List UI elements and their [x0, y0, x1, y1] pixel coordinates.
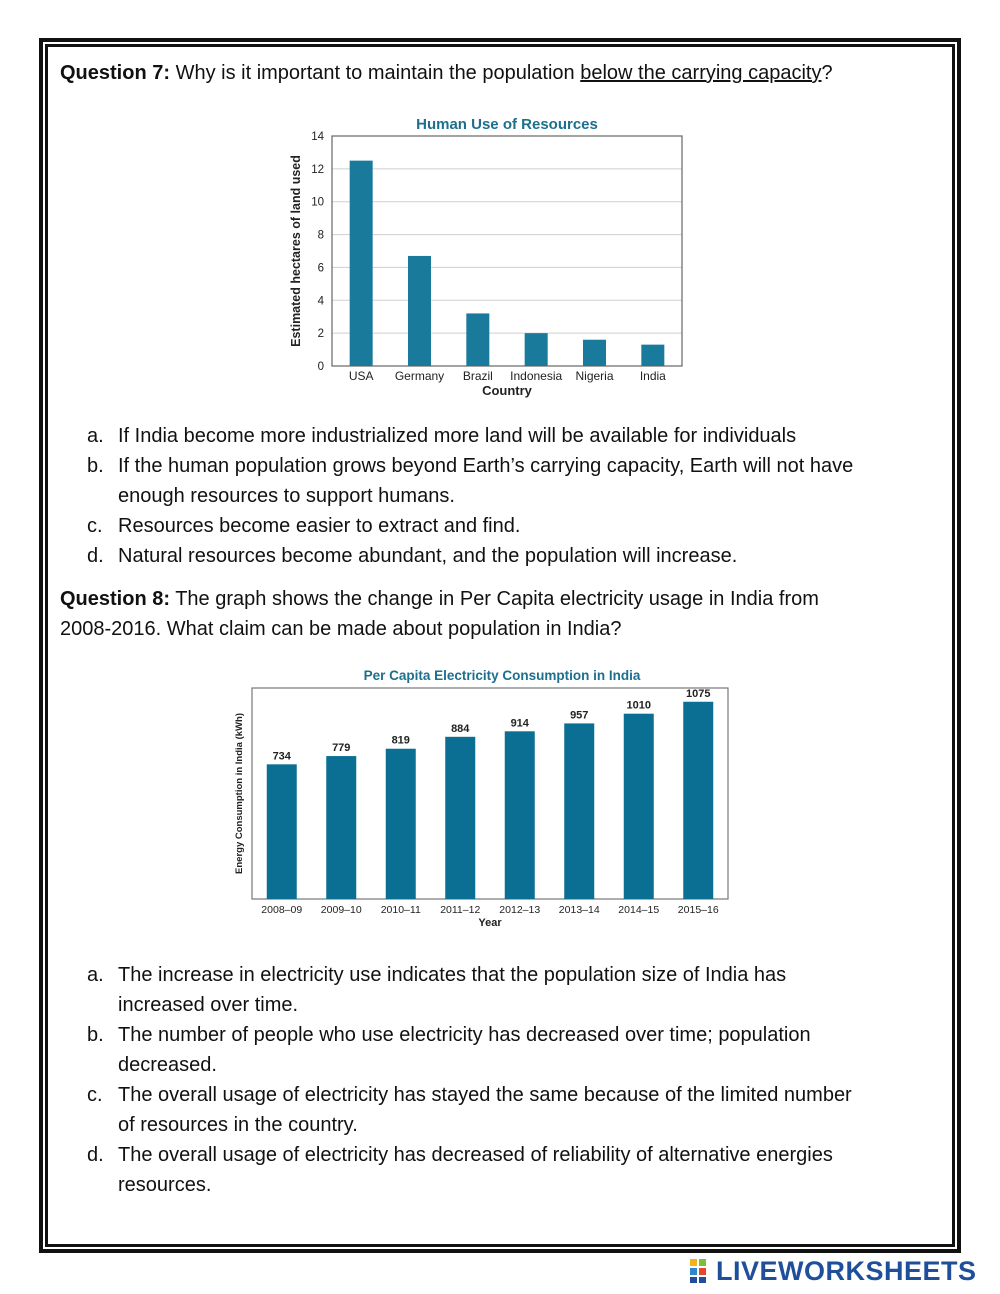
- bar: [683, 702, 713, 899]
- x-axis-label: Year: [478, 917, 502, 929]
- option-text: The overall usage of electricity has stayed the same because of the limited number: [118, 1084, 852, 1106]
- bar: [350, 161, 373, 366]
- option-letter: d.: [87, 545, 104, 567]
- x-tick-label: 2008–09: [261, 904, 303, 916]
- bar: [386, 749, 416, 899]
- x-tick-label: 2010–11: [380, 904, 421, 916]
- option-text: The overall usage of electricity has decreased of reliability of alternative energies: [118, 1144, 833, 1166]
- option-letter: b.: [87, 1024, 104, 1046]
- x-tick-label: India: [639, 369, 666, 383]
- question-7-underlined: below the carrying capacity: [580, 62, 822, 84]
- chart-title: Per Capita Electricity Consumption in India: [363, 668, 641, 683]
- answer-option: [60, 421, 940, 451]
- option-letter: a.: [87, 964, 104, 986]
- y-tick-label: 14: [311, 131, 324, 143]
- bar: [326, 756, 356, 899]
- x-tick-label: 2009–10: [320, 904, 362, 916]
- question-7-label: Question 7:: [60, 62, 171, 84]
- option-text: decreased.: [118, 1054, 217, 1076]
- question-7-options: [60, 421, 940, 571]
- bar: [624, 714, 654, 899]
- bar: [505, 731, 535, 899]
- bar: [466, 313, 489, 366]
- option-letter: a.: [87, 425, 104, 447]
- bar: [445, 737, 475, 899]
- question-8-prompt: [60, 584, 940, 644]
- y-tick-label: 4: [317, 295, 324, 308]
- x-tick-label: 2012–13: [499, 904, 541, 916]
- option-text: The number of people who use electricity has decreased over time; population: [118, 1024, 811, 1046]
- bar: [267, 764, 297, 899]
- bar-value-label: 957: [570, 709, 589, 722]
- option-text: Resources become easier to extract and find.: [118, 515, 521, 537]
- option-text: increased over time.: [118, 994, 299, 1016]
- bar: [641, 345, 664, 366]
- question-7-text: Why is it important to maintain the population: [175, 62, 581, 84]
- logo-text: LIVEWORKSHEETS: [716, 1255, 977, 1286]
- answer-option: [60, 1080, 940, 1140]
- liveworksheets-logo: [690, 1254, 977, 1288]
- bar-value-label: 779: [332, 742, 351, 755]
- question-7-end: ?: [821, 62, 833, 84]
- y-tick-label: 10: [311, 196, 324, 209]
- bar: [408, 256, 431, 366]
- answer-option: [60, 511, 940, 541]
- bar-value-label: 819: [391, 734, 410, 747]
- y-tick-label: 2: [317, 328, 324, 341]
- logo-blocks-icon: [690, 1259, 716, 1283]
- bar-value-label: 1075: [686, 687, 711, 700]
- plot-frame: [332, 136, 682, 366]
- x-tick-label: Indonesia: [510, 369, 563, 383]
- x-tick-label: USA: [348, 369, 374, 383]
- human-use-chart: [280, 108, 700, 408]
- option-letter: d.: [87, 1144, 104, 1166]
- answer-option: [60, 960, 940, 1020]
- option-text: of resources in the country.: [118, 1114, 358, 1136]
- chart-title: Human Use of Resources: [416, 116, 598, 133]
- option-text: enough resources to support humans.: [118, 485, 455, 507]
- x-tick-label: Brazil: [462, 369, 493, 383]
- answer-option: [60, 451, 940, 511]
- x-tick-label: 2011–12: [440, 904, 481, 916]
- y-tick-label: 12: [311, 163, 324, 176]
- bar: [583, 340, 606, 366]
- y-tick-label: 6: [317, 262, 324, 275]
- answer-option: [60, 1020, 940, 1080]
- y-tick-label: 8: [317, 229, 324, 242]
- x-tick-label: Germany: [394, 369, 445, 383]
- y-tick-label: 0: [317, 361, 324, 373]
- plot-frame: [252, 688, 728, 899]
- x-axis-label: Country: [482, 383, 532, 398]
- bar-value-label: 734: [272, 750, 291, 763]
- bar-value-label: 914: [510, 717, 529, 730]
- question-8-label: Question 8:: [60, 588, 171, 610]
- option-text: The increase in electricity use indicates that the population size of India has: [118, 964, 787, 986]
- question-8-text-line2: 2008-2016. What claim can be made about population in India?: [60, 618, 622, 640]
- bar-value-label: 884: [451, 722, 470, 735]
- bar-value-label: 1010: [626, 699, 651, 712]
- answer-option: [60, 541, 940, 571]
- x-tick-label: 2014–15: [618, 904, 660, 916]
- question-8-options: [60, 960, 940, 1200]
- answer-option: [60, 1140, 940, 1200]
- bar: [564, 723, 594, 899]
- option-text: If India become more industrialized more land will be available for individuals: [118, 425, 797, 447]
- electricity-consumption-chart: [230, 662, 740, 932]
- option-text: If the human population grows beyond Earth’s carrying capacity, Earth will not have: [118, 455, 854, 477]
- y-axis-label: Energy Consumption in India (kWh): [234, 713, 245, 874]
- x-tick-label: 2013–14: [558, 904, 600, 916]
- x-tick-label: Nigeria: [575, 369, 614, 383]
- option-text: resources.: [118, 1174, 212, 1196]
- option-letter: c.: [87, 1084, 103, 1106]
- bar: [525, 333, 548, 366]
- question-7-prompt: [60, 58, 940, 88]
- x-tick-label: 2015–16: [677, 904, 719, 916]
- option-letter: b.: [87, 455, 104, 477]
- y-axis-label: Estimated hectares of land used: [289, 155, 303, 347]
- question-8-text-line1: The graph shows the change in Per Capita electricity usage in India from: [175, 588, 819, 610]
- option-text: Natural resources become abundant, and the population will increase.: [118, 545, 738, 567]
- option-letter: c.: [87, 515, 103, 537]
